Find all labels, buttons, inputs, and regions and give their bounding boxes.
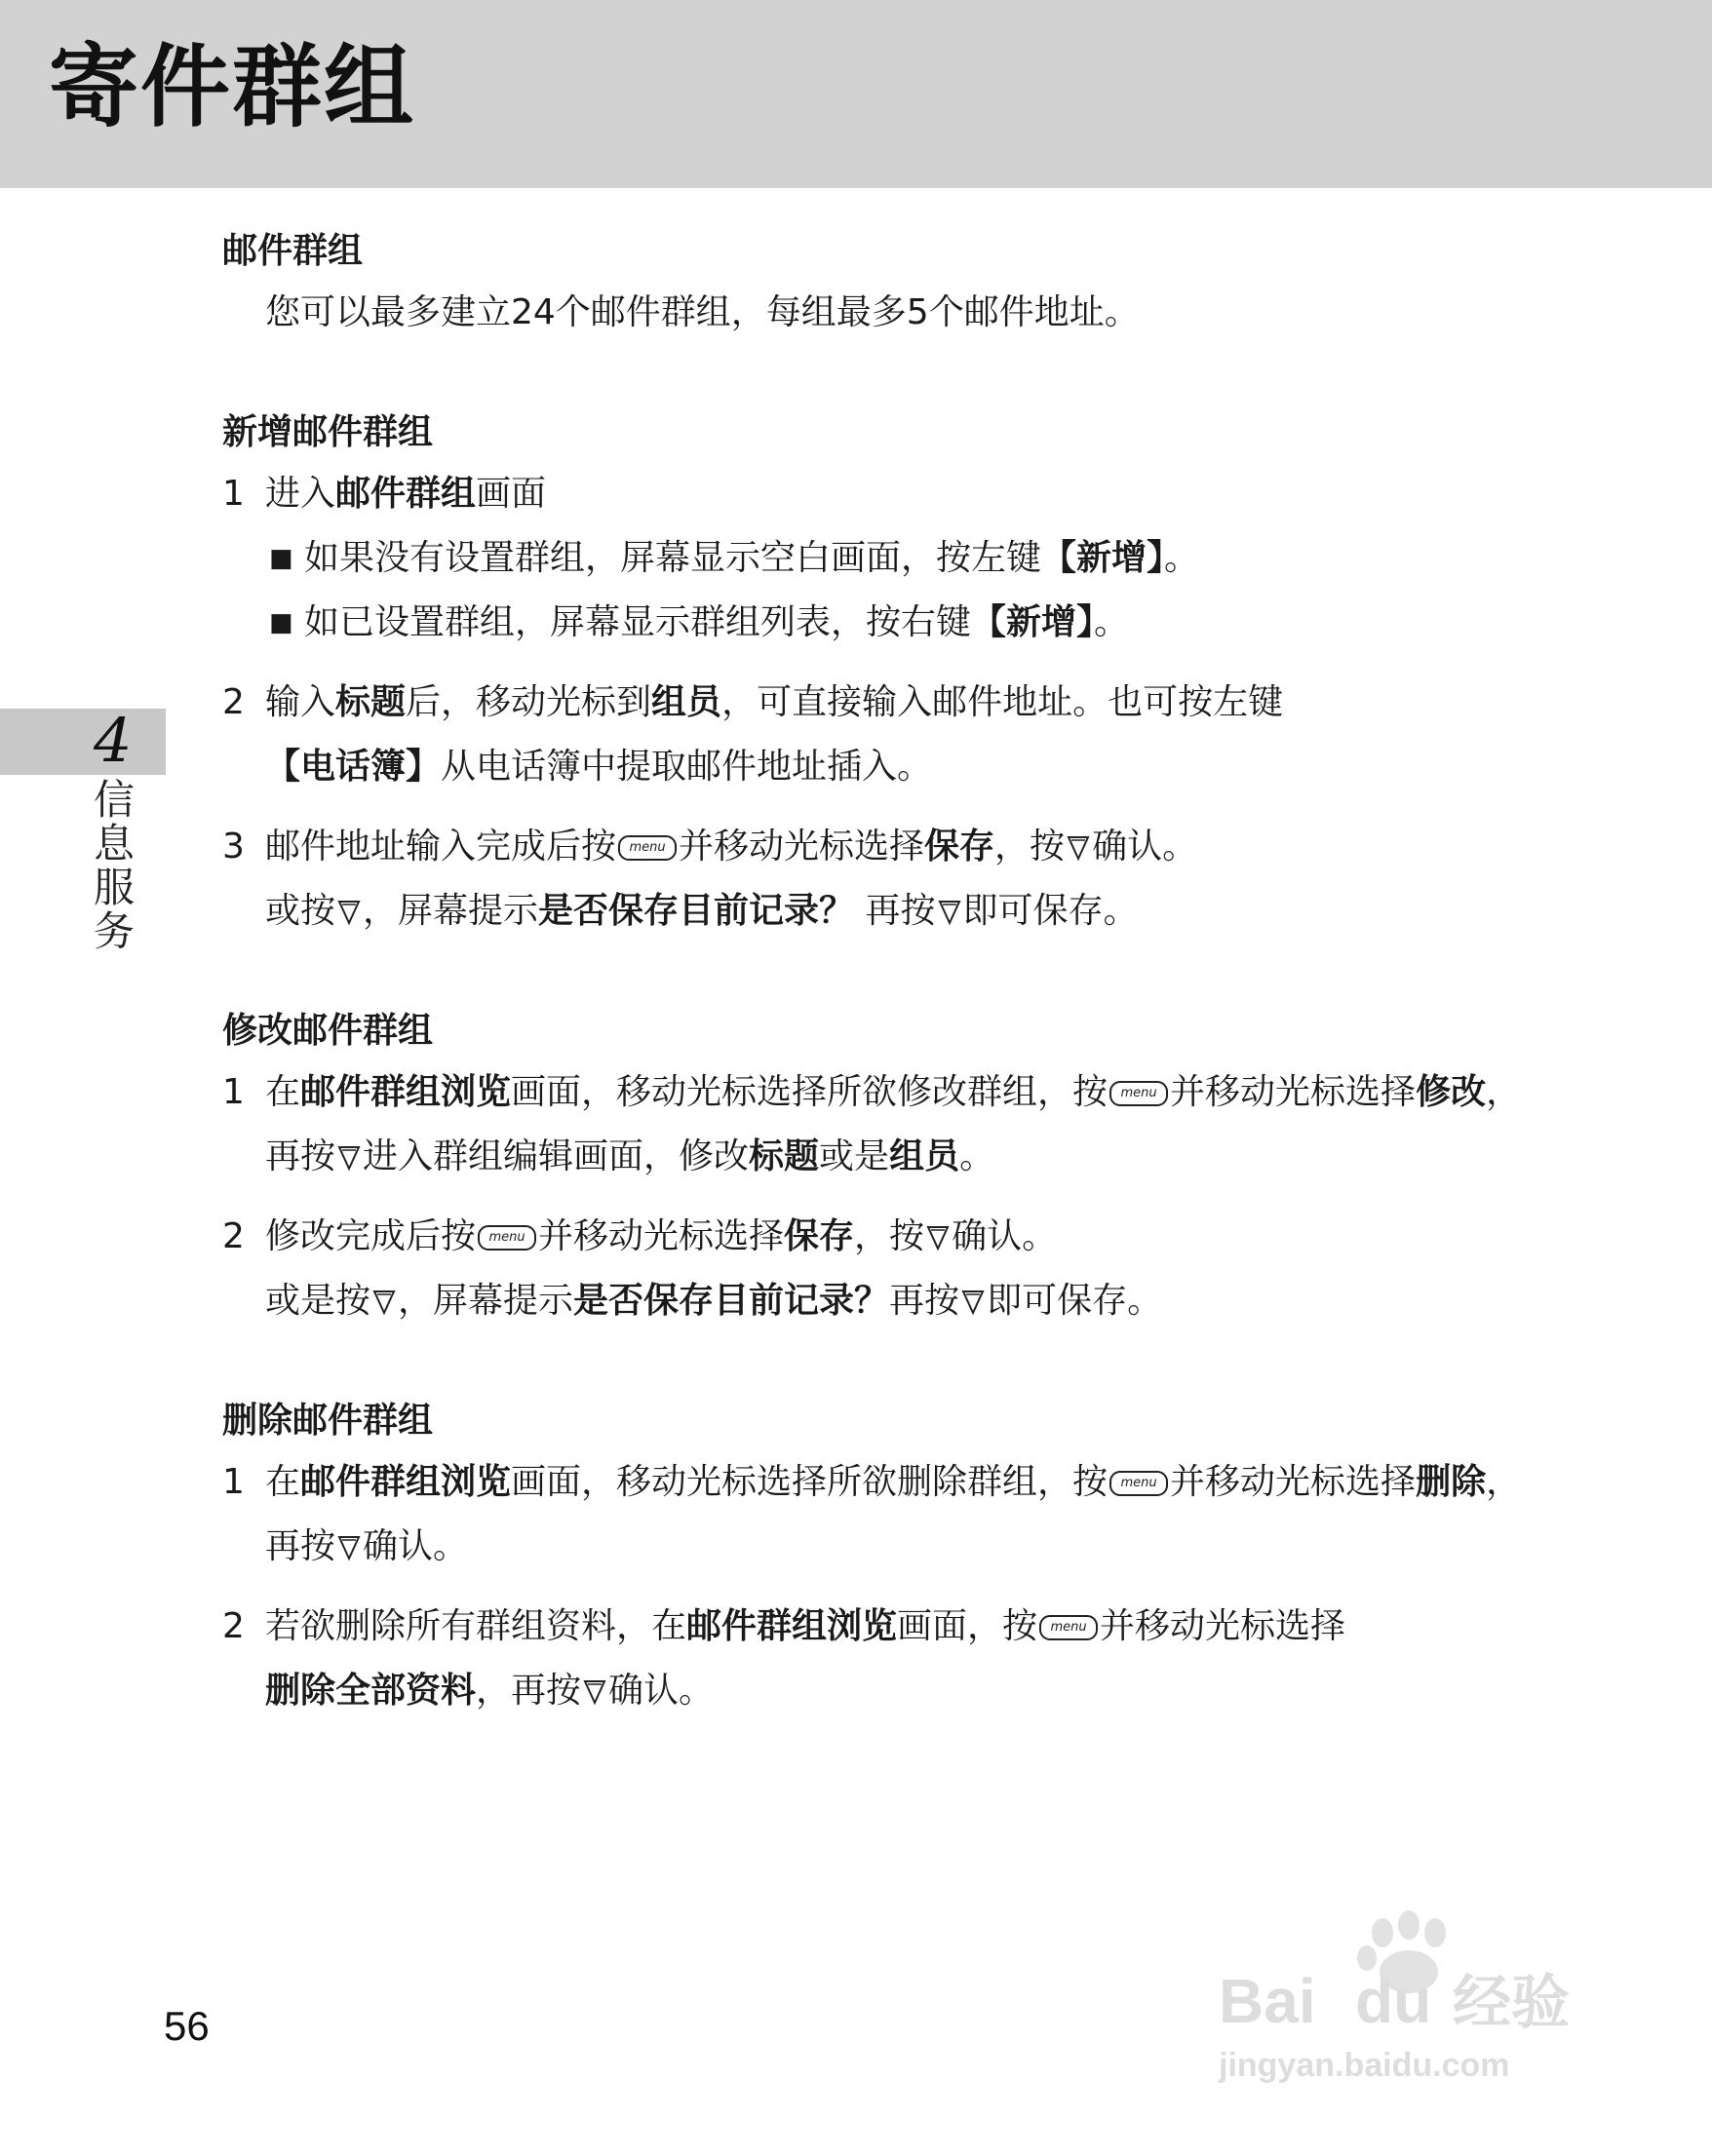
chapter-tab <box>0 705 166 776</box>
step-text: 确认。 <box>1092 827 1198 866</box>
step-text: 确认。 <box>363 1526 469 1566</box>
step-text: 并移动光标选择 <box>538 1216 785 1256</box>
edit-step-2 <box>222 1205 1529 1333</box>
page-number: 56 <box>164 2003 210 2049</box>
step-text: ，屏幕提示 <box>398 1281 574 1321</box>
step-text-bold: 【电话簿】 <box>265 747 442 787</box>
square-bullet-icon: ■ <box>269 544 293 573</box>
menu-key-icon: menu <box>1109 1081 1168 1106</box>
page-header <box>0 0 1712 188</box>
add-step-1-bullet-1 <box>222 526 1529 591</box>
menu-key-icon: menu <box>1109 1471 1168 1496</box>
section-title-mail-group: 邮件群组 <box>222 231 364 271</box>
step-number: 3 <box>222 827 245 866</box>
step-text-bold: 邮件群组浏览 <box>300 1072 512 1112</box>
watermark-brand-2: du <box>1355 1966 1432 2036</box>
step-text: 进入 <box>265 474 336 514</box>
ok-key-icon <box>336 1144 362 1172</box>
step-text-bold: 是否保存目前记录？ <box>538 891 855 931</box>
step-number: 1 <box>222 1072 245 1112</box>
ok-key-icon <box>336 1534 362 1561</box>
step-text-bold: 保存 <box>924 827 995 866</box>
section-title-add-group: 新增邮件群组 <box>222 412 434 452</box>
step-text: ，按 <box>994 827 1066 866</box>
ok-key-icon <box>1066 834 1091 862</box>
step-text: 在 <box>265 1462 301 1502</box>
menu-key-icon: menu <box>478 1225 536 1251</box>
step-number: 2 <box>222 1216 245 1256</box>
step-text-bold: 删除全部资料 <box>265 1671 477 1711</box>
step-text: 并移动光标选择 <box>1170 1462 1417 1502</box>
chapter-number: 4 <box>94 705 133 776</box>
step-text: 并移动光标选择 <box>1170 1072 1417 1112</box>
step-number: 1 <box>222 1462 245 1502</box>
step-text: 若欲删除所有群组资料，在 <box>265 1606 687 1646</box>
step-text: ，可直接输入邮件地址。也可按左键 <box>721 682 1284 722</box>
step-text-bold: 邮件群组浏览 <box>300 1462 512 1502</box>
step-text: 确认。 <box>952 1216 1058 1256</box>
step-text-bold: 邮件群组 <box>335 474 477 514</box>
square-bullet-icon: ■ <box>269 608 293 637</box>
step-text: 或是 <box>819 1136 890 1176</box>
step-text: 或是按 <box>265 1281 371 1321</box>
step-text: 即可保存。 <box>987 1281 1163 1321</box>
watermark-cn: 经验 <box>1453 1970 1570 2035</box>
delete-step-1 <box>222 1450 1529 1579</box>
ok-key-icon <box>371 1289 397 1316</box>
page-content <box>222 222 1529 1723</box>
page-title: 寄件群组 <box>49 35 416 139</box>
step-text: 邮件地址输入完成后按 <box>265 827 617 866</box>
step-number: 2 <box>222 682 245 722</box>
step-text: 进入群组编辑画面，修改 <box>363 1136 750 1176</box>
step-text: 画面 <box>476 474 547 514</box>
step-text: 并移动光标选择 <box>1100 1606 1346 1646</box>
step-text: ，屏幕提示 <box>363 891 539 931</box>
bullet-text-bold: 【新增】 <box>1041 538 1165 578</box>
step-text: 后，移动光标到 <box>406 682 652 722</box>
bullet-text-bold: 【新增】 <box>971 602 1095 642</box>
step-text: ，再按 <box>265 1072 1522 1176</box>
step-text: 从电话簿中提取邮件地址插入。 <box>441 747 933 787</box>
bullet-text: 如果没有设置群组，屏幕显示空白画面，按左键 <box>304 538 1042 578</box>
step-text: 再按 <box>889 1281 960 1321</box>
watermark-brand: Bai <box>1219 1966 1316 2036</box>
step-text: 再按 <box>854 891 936 931</box>
step-text-bold: 组员 <box>889 1136 960 1176</box>
step-text: 即可保存。 <box>962 891 1139 931</box>
step-text: ，按 <box>854 1216 925 1256</box>
step-text-bold: 组员 <box>651 682 722 722</box>
step-text: 或按 <box>265 891 336 931</box>
ok-key-icon <box>336 899 362 926</box>
add-step-3 <box>222 815 1529 943</box>
add-step-1 <box>222 462 1529 526</box>
step-text: 确认。 <box>608 1671 715 1711</box>
step-text-bold: 保存 <box>784 1216 855 1256</box>
step-text: 画面，移动光标选择所欲修改群组，按 <box>511 1072 1109 1112</box>
step-text: 修改完成后按 <box>265 1216 477 1256</box>
chapter-label: 信息服务 <box>94 776 136 955</box>
step-number: 2 <box>222 1606 245 1646</box>
watermark-url: jingyan.baidu.com <box>1219 2047 1510 2084</box>
add-step-2 <box>222 671 1529 799</box>
bullet-text: 。 <box>1094 602 1130 642</box>
step-text-bold: 标题 <box>335 682 407 722</box>
step-text-bold: 标题 <box>749 1136 820 1176</box>
bullet-text: 。 <box>1164 538 1200 578</box>
mail-group-description: 您可以最多建立24个邮件群组，每组最多5个邮件地址。 <box>265 292 1140 332</box>
step-text: ，再按 <box>265 1462 1522 1566</box>
ok-key-icon <box>937 899 962 926</box>
step-text: 。 <box>959 1136 995 1176</box>
step-text-bold: 删除 <box>1416 1462 1487 1502</box>
bullet-text: 如已设置群组，屏幕显示群组列表，按右键 <box>304 602 972 642</box>
step-text: 在 <box>265 1072 301 1112</box>
baidu-watermark <box>1209 1896 1638 2091</box>
step-text: ，再按 <box>476 1671 582 1711</box>
step-number: 1 <box>222 474 245 514</box>
edit-step-1 <box>222 1060 1529 1189</box>
step-text-bold: 邮件群组浏览 <box>686 1606 898 1646</box>
section-title-delete-group: 删除邮件群组 <box>222 1401 434 1441</box>
step-text: 画面，按 <box>897 1606 1038 1646</box>
section-title-edit-group: 修改邮件群组 <box>222 1011 434 1051</box>
step-text: 并移动光标选择 <box>679 827 925 866</box>
ok-key-icon <box>582 1678 607 1706</box>
step-text-bold: 修改 <box>1416 1072 1487 1112</box>
add-step-1-bullet-2 <box>222 591 1529 655</box>
ok-key-icon <box>960 1289 986 1316</box>
ok-key-icon <box>925 1224 951 1251</box>
step-text-bold: 是否保存目前记录？ <box>573 1281 890 1321</box>
step-text: 画面，移动光标选择所欲删除群组，按 <box>511 1462 1109 1502</box>
menu-key-icon: menu <box>1039 1615 1098 1640</box>
menu-key-icon: menu <box>618 835 677 861</box>
step-text: 输入 <box>265 682 336 722</box>
delete-step-2 <box>222 1595 1529 1723</box>
